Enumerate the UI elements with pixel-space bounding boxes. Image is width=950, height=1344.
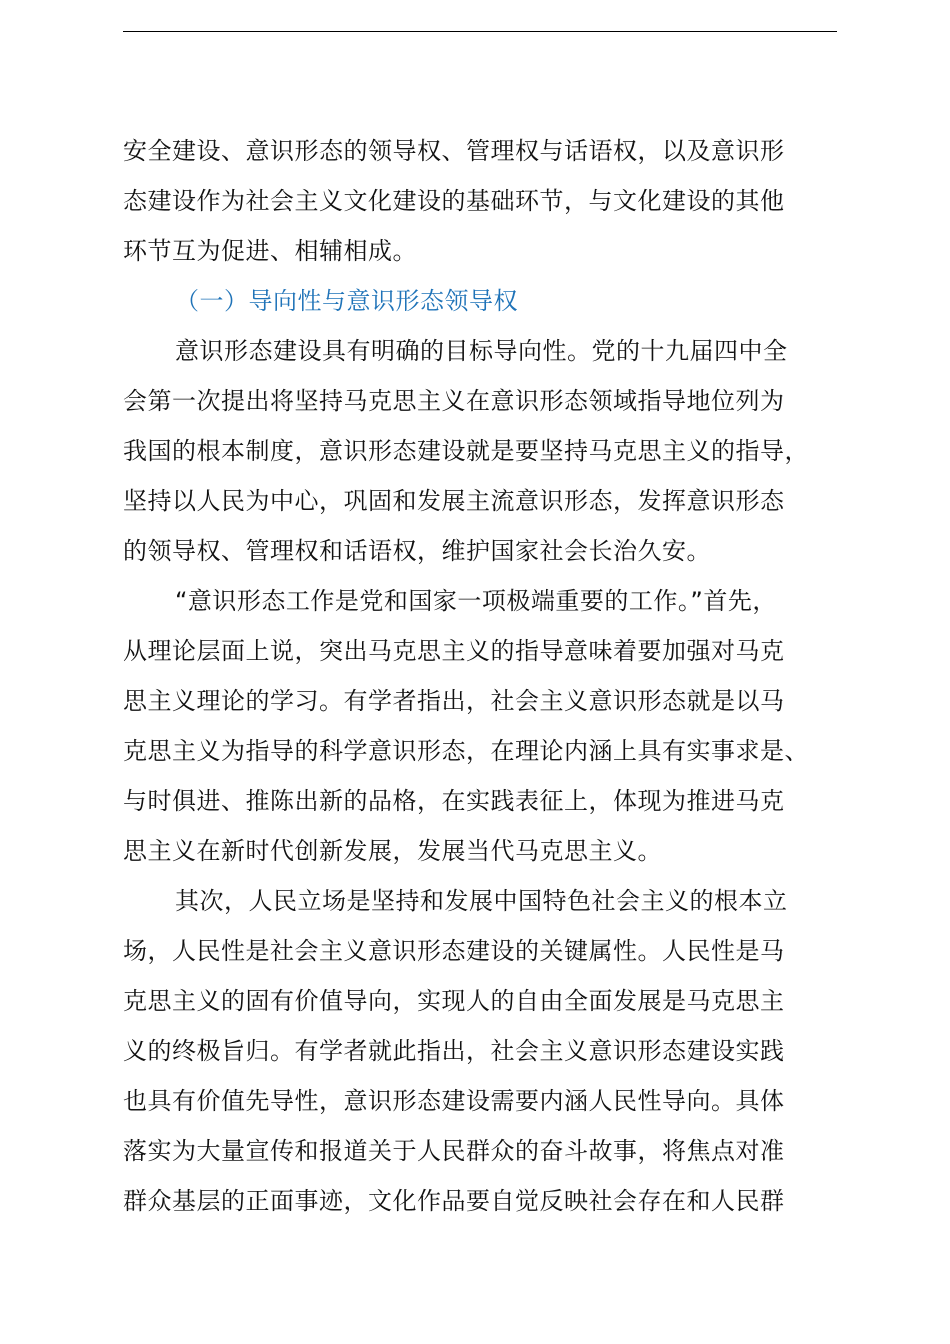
text-line: 环节互为促进、相辅相成。 <box>123 237 417 265</box>
text-line: 落实为大量宣传和报道关于人民群众的奋斗故事，将焦点对准 <box>123 1137 785 1165</box>
paragraph-first-line: 其次，人民立场是坚持和发展中国特色社会主义的根本立 <box>175 887 788 915</box>
text-line: 的领导权、管理权和话语权，维护国家社会长治久安。 <box>123 537 711 565</box>
text-line: 安全建设、意识形态的领导权、管理权与话语权，以及意识形 <box>123 137 785 165</box>
text-line: 坚持以人民为中心，巩固和发展主流意识形态，发挥意识形态 <box>123 487 785 515</box>
paragraph-first-line: 意识形态建设具有明确的目标导向性。党的十九届四中全 <box>175 337 788 365</box>
text-line: 我国的根本制度，意识形态建设就是要坚持马克思主义的指导， <box>123 437 809 465</box>
text-line: 也具有价值先导性，意识形态建设需要内涵人民性导向。具体 <box>123 1087 785 1115</box>
text-line: 会第一次提出将坚持马克思主义在意识形态领域指导地位列为 <box>123 387 785 415</box>
text-line: 群众基层的正面事迹，文化作品要自觉反映社会存在和人民群 <box>123 1187 785 1215</box>
text-line: 场，人民性是社会主义意识形态建设的关键属性。人民性是马 <box>123 937 785 965</box>
text-line: 思主义在新时代创新发展，发展当代马克思主义。 <box>123 837 662 865</box>
text-line: 态建设作为社会主义文化建设的基础环节，与文化建设的其他 <box>123 187 785 215</box>
text-line: 克思主义的固有价值导向，实现人的自由全面发展是马克思主 <box>123 987 785 1015</box>
text-line: 与时俱进、推陈出新的品格，在实践表征上，体现为推进马克 <box>123 787 785 815</box>
section-heading: （一）导向性与意识形态领导权 <box>175 287 518 315</box>
text-line: 从理论层面上说，突出马克思主义的指导意味着要加强对马克 <box>123 637 785 665</box>
text-line: 克思主义为指导的科学意识形态，在理论内涵上具有实事求是、 <box>123 737 809 765</box>
paragraph-first-line: “意识形态工作是党和国家一项极端重要的工作。”首先， <box>175 587 777 615</box>
text-line: 义的终极旨归。有学者就此指出，社会主义意识形态建设实践 <box>123 1037 785 1065</box>
text-line: 思主义理论的学习。有学者指出，社会主义意识形态就是以马 <box>123 687 785 715</box>
header-rule <box>123 31 837 32</box>
document-body <box>123 126 837 1226</box>
